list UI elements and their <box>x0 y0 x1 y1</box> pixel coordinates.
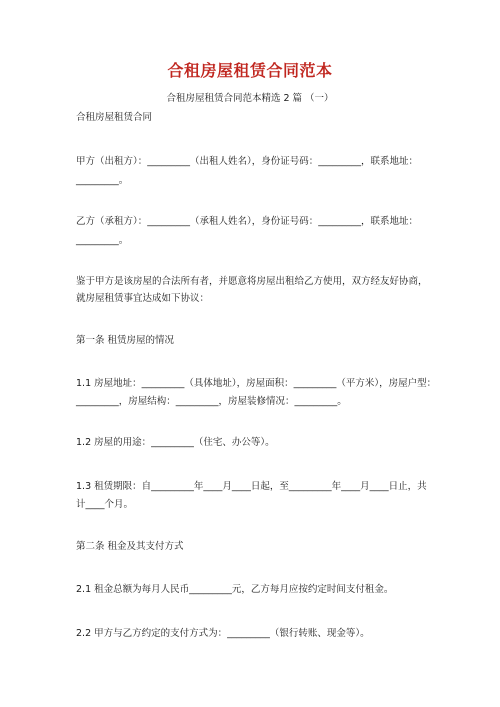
preamble-line-1: 鉴于甲方是该房屋的合法所有者，并愿意将房屋出租给乙方使用，双方经友好协商， <box>76 276 428 287</box>
party-b-line-1: 乙方（承租方）：_________（承租人姓名），身份证号码：_________，联系地址： <box>76 216 419 227</box>
clause-1-1-line-2: _________，房屋结构：_________，房屋装修情况：_________。 <box>76 396 347 407</box>
clause-1-3-line-2: 计____个月。 <box>76 499 134 510</box>
article-1-heading: 第一条 租赁房屋的情况 <box>76 335 175 346</box>
clause-2-2-line-1: 2.2 甲方与乙方约定的支付方式为：_________（银行转账、现金等）。 <box>76 628 370 639</box>
contract-heading: 合租房屋租赁合同 <box>76 112 153 123</box>
document-title: 合租房屋租赁合同范本 <box>167 61 333 80</box>
clause-1-3-line-1: 1.3 租赁期限：自_________年____月____日起，至_________年____月____日止，共 <box>76 481 427 492</box>
clause-2-1-line-1: 2.1 租金总额为每月人民币_________元，乙方每月应按约定时间支付租金。 <box>76 584 394 595</box>
article-2-heading: 第二条 租金及其支付方式 <box>76 541 184 552</box>
party-b-line-2: _________。 <box>76 235 129 246</box>
preamble-line-2: 就房屋租赁事宜达成如下协议： <box>76 293 210 304</box>
clause-1-1-line-1: 1.1 房屋地址：_________（具体地址），房屋面积：_________（平方米），房屋户型： <box>76 378 437 389</box>
party-a-line-1: 甲方（出租方）：_________（出租人姓名），身份证号码：_________，联系地址： <box>76 156 419 167</box>
clause-1-2-line-1: 1.2 房屋的用途：_________（住宅、办公等）。 <box>76 437 275 448</box>
party-a-line-2: _________。 <box>76 175 129 186</box>
document-subtitle: 合租房屋租赁合同范本精选 2 篇 （一） <box>166 93 334 104</box>
